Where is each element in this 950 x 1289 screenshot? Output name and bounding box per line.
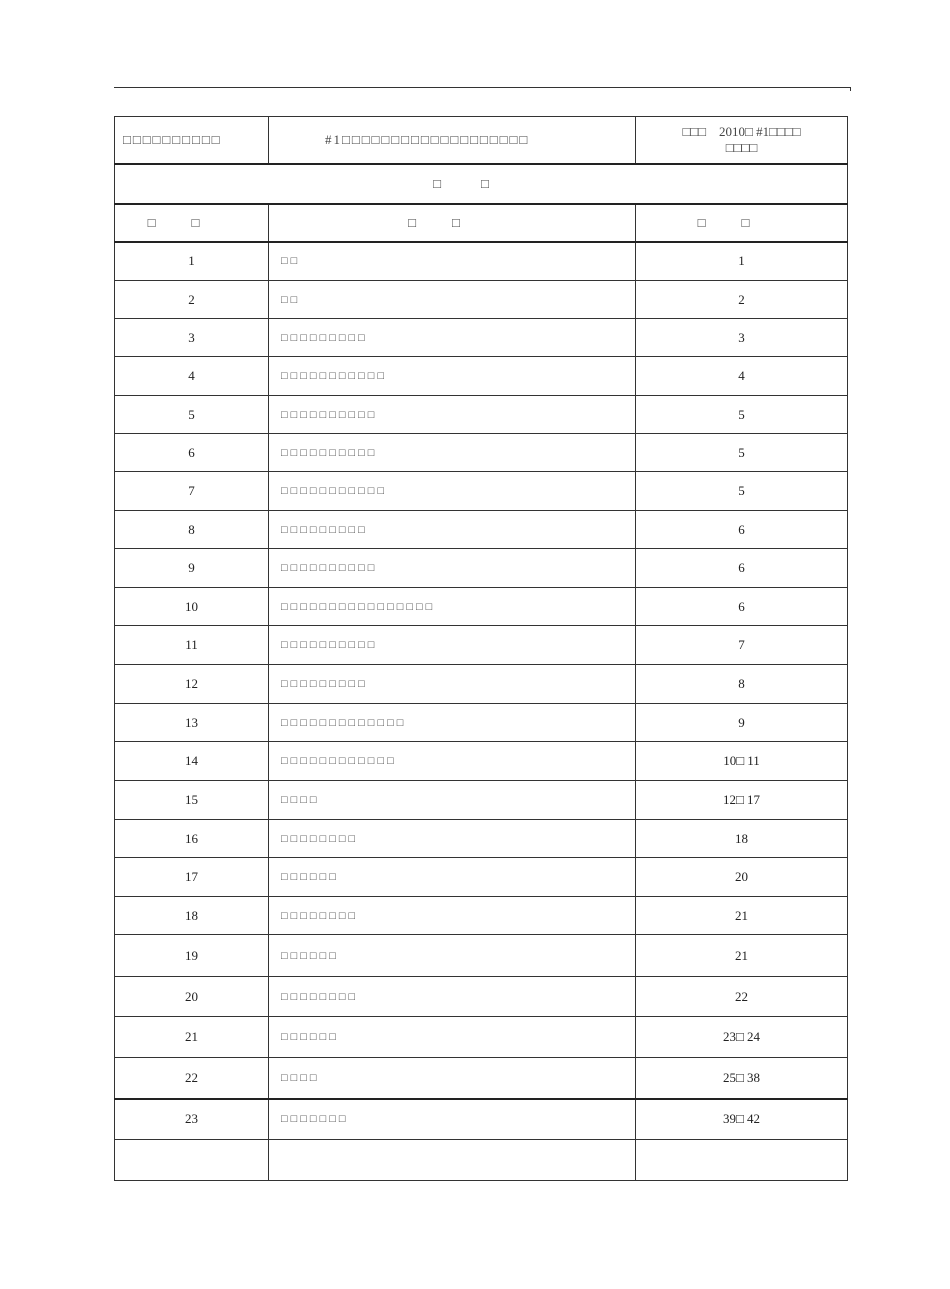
table-row	[115, 626, 848, 665]
row-number: 17	[115, 858, 269, 897]
row-name: □□□□	[269, 1058, 636, 1099]
row-name: □□□□□□□□□□□□□	[269, 704, 636, 742]
table-row	[115, 281, 848, 319]
header-right-cell	[636, 117, 848, 164]
row-page: 12□ 17	[636, 781, 848, 820]
row-page: 25□ 38	[636, 1058, 848, 1099]
row-name: □□□□□□□□□□	[269, 434, 636, 472]
table-row	[115, 1140, 848, 1181]
table-row	[115, 820, 848, 858]
row-name: □□	[269, 242, 636, 281]
row-page: 5	[636, 434, 848, 472]
row-page: 6	[636, 549, 848, 588]
row-name	[269, 1140, 636, 1181]
table-row	[115, 781, 848, 820]
row-page: 18	[636, 820, 848, 858]
row-page	[636, 1140, 848, 1181]
row-name: □□□□□□□□□□	[269, 396, 636, 434]
row-page: 4	[636, 357, 848, 396]
column-header-no: □□	[115, 204, 269, 242]
row-name: □□□□□□□□□□□	[269, 472, 636, 511]
table-row	[115, 1017, 848, 1058]
row-name: □□□□□□□□□□□	[269, 357, 636, 396]
row-number: 15	[115, 781, 269, 820]
row-number: 2	[115, 281, 269, 319]
row-number: 21	[115, 1017, 269, 1058]
row-page: 3	[636, 319, 848, 357]
row-name: □□□□□□	[269, 935, 636, 977]
table-row	[115, 357, 848, 396]
row-page: 20	[636, 858, 848, 897]
row-name: □□□□□□	[269, 1017, 636, 1058]
row-page: 7	[636, 626, 848, 665]
row-number: 12	[115, 665, 269, 704]
row-page: 23□ 24	[636, 1017, 848, 1058]
row-page: 5	[636, 396, 848, 434]
row-page: 2	[636, 281, 848, 319]
table-row	[115, 858, 848, 897]
row-page: 21	[636, 935, 848, 977]
row-number: 5	[115, 396, 269, 434]
table-row	[115, 242, 848, 281]
table-row	[115, 1058, 848, 1099]
table-row	[115, 434, 848, 472]
header-right-line2: □□□□	[725, 139, 758, 155]
header-right-line1: □□□ 2010□ #1□□□□	[682, 123, 801, 139]
table-row	[115, 704, 848, 742]
table-row	[115, 319, 848, 357]
row-number: 4	[115, 357, 269, 396]
row-name: □□□□□□□□	[269, 897, 636, 935]
row-number	[115, 1140, 269, 1181]
row-page: 5	[636, 472, 848, 511]
table-row	[115, 742, 848, 781]
row-name: □□□□□□□□□	[269, 319, 636, 357]
toc-title-row	[115, 164, 848, 204]
row-number: 14	[115, 742, 269, 781]
row-name: □□□□□□□□□□□□	[269, 742, 636, 781]
row-number: 16	[115, 820, 269, 858]
row-number: 10	[115, 588, 269, 626]
row-name: □□□□□□□□	[269, 977, 636, 1017]
row-page: 6	[636, 588, 848, 626]
row-number: 9	[115, 549, 269, 588]
row-name: □□□□□□□□	[269, 820, 636, 858]
column-header-row	[115, 204, 848, 242]
header-title-cell: #1□□□□□□□□□□□□□□□□□□□	[269, 117, 636, 164]
table-row	[115, 977, 848, 1017]
toc-title: □□	[115, 164, 848, 204]
row-number: 19	[115, 935, 269, 977]
row-page: 6	[636, 511, 848, 549]
table-row	[115, 588, 848, 626]
header-left-cell: □□□□□□□□□□	[115, 117, 269, 164]
toc-table	[114, 116, 848, 1181]
table-row	[115, 935, 848, 977]
row-name: □□□□□□	[269, 858, 636, 897]
row-number: 1	[115, 242, 269, 281]
table-row	[115, 897, 848, 935]
header-rule	[114, 87, 851, 88]
row-page: 10□ 11	[636, 742, 848, 781]
row-number: 13	[115, 704, 269, 742]
row-number: 20	[115, 977, 269, 1017]
row-name: □□□□	[269, 781, 636, 820]
table-row	[115, 472, 848, 511]
row-name: □□	[269, 281, 636, 319]
table-row	[115, 549, 848, 588]
row-page: 22	[636, 977, 848, 1017]
row-name: □□□□□□□	[269, 1099, 636, 1140]
document-header-row	[115, 117, 848, 164]
row-number: 11	[115, 626, 269, 665]
row-name: □□□□□□□□□□	[269, 549, 636, 588]
row-page: 8	[636, 665, 848, 704]
column-header-name: □□	[269, 204, 636, 242]
row-name: □□□□□□□□□	[269, 665, 636, 704]
table-row	[115, 665, 848, 704]
table-row	[115, 1099, 848, 1140]
row-page: 21	[636, 897, 848, 935]
row-number: 18	[115, 897, 269, 935]
row-number: 23	[115, 1099, 269, 1140]
column-header-page: □□	[636, 204, 848, 242]
row-name: □□□□□□□□□□	[269, 626, 636, 665]
row-number: 3	[115, 319, 269, 357]
row-number: 6	[115, 434, 269, 472]
row-name: □□□□□□□□□□□□□□□□	[269, 588, 636, 626]
row-number: 8	[115, 511, 269, 549]
table-row	[115, 511, 848, 549]
row-page: 39□ 42	[636, 1099, 848, 1140]
row-number: 22	[115, 1058, 269, 1099]
row-number: 7	[115, 472, 269, 511]
table-row	[115, 396, 848, 434]
row-name: □□□□□□□□□	[269, 511, 636, 549]
row-page: 9	[636, 704, 848, 742]
header-rule-tick	[850, 87, 851, 91]
row-page: 1	[636, 242, 848, 281]
